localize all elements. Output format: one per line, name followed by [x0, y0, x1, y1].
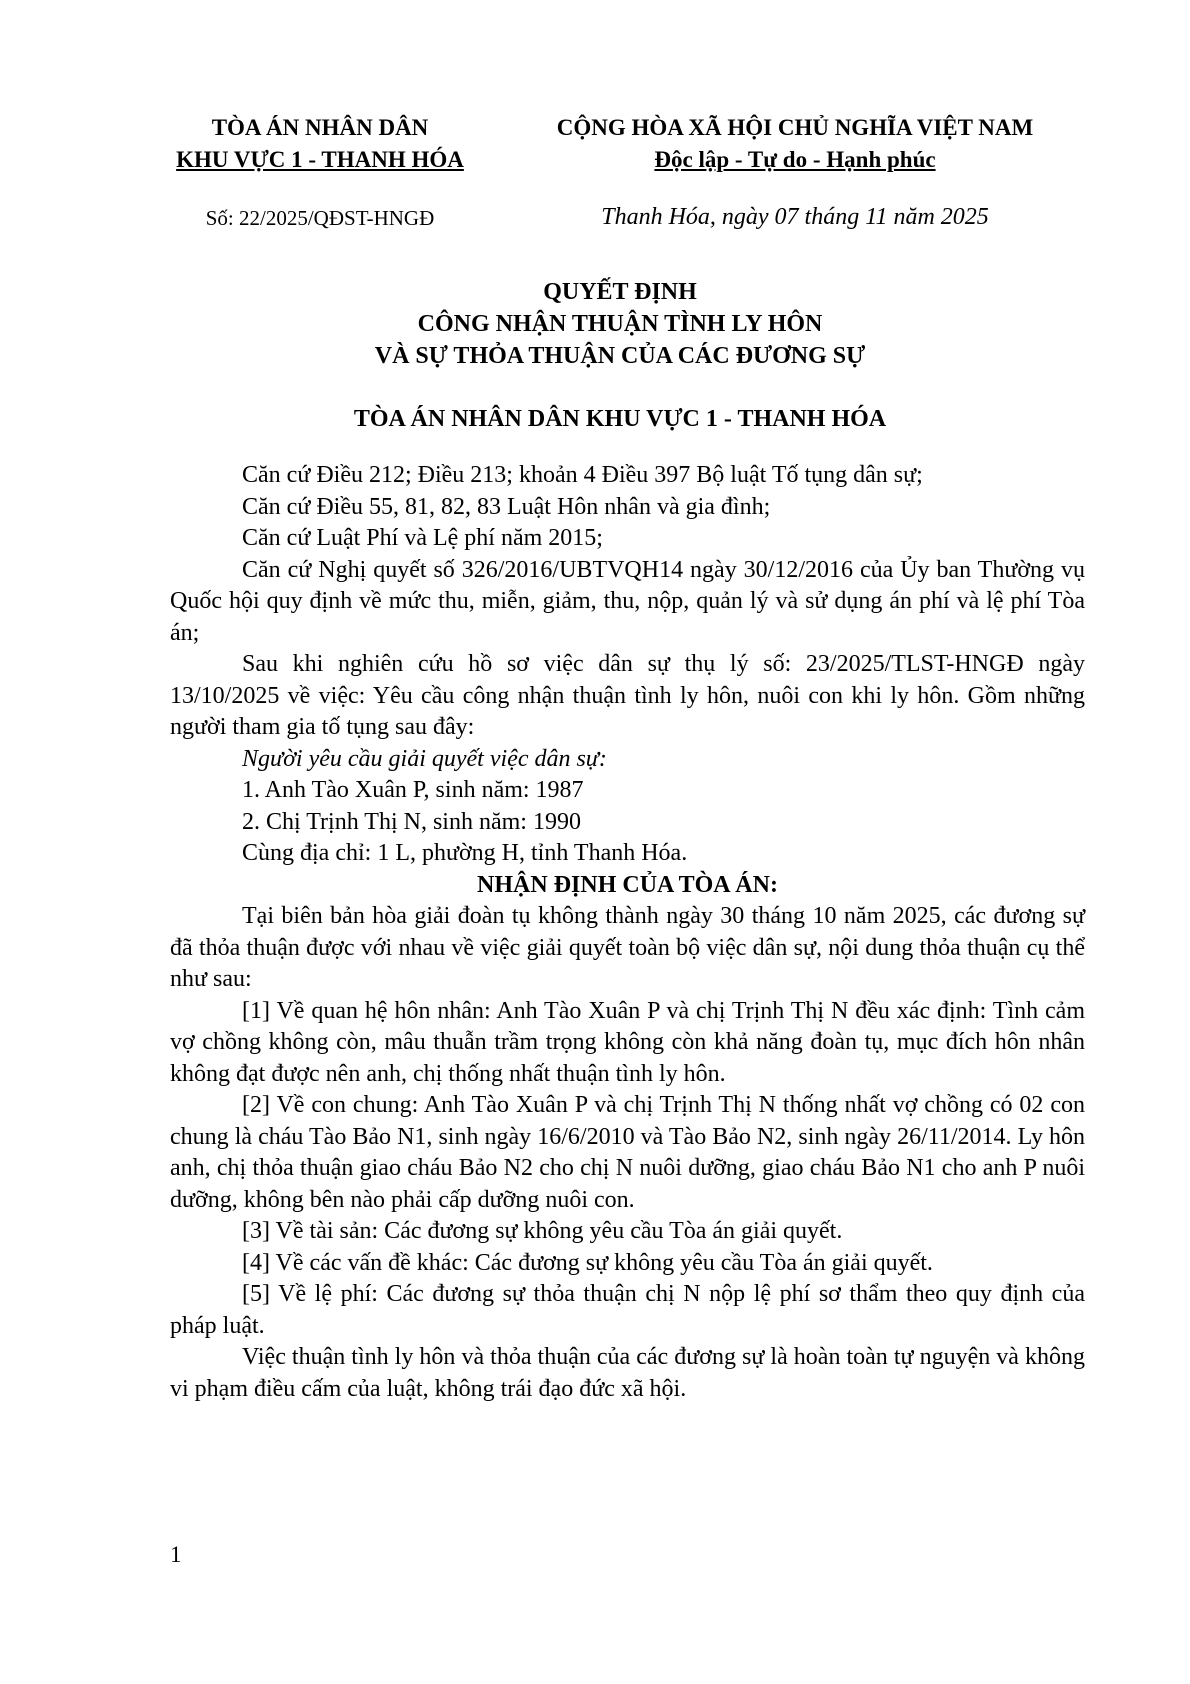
paragraph: Căn cứ Luật Phí và Lệ phí năm 2015;: [242, 525, 603, 551]
court-line-2: KHU VỰC 1 - THANH HÓA: [176, 147, 464, 172]
decision-number: Số: 22/2025/QĐST-HNGĐ: [205, 206, 435, 230]
paragraph: Tại biên bản hòa giải đoàn tụ không thành ngày 30 tháng 10 năm 2025, các đương sự đã thỏa thuận được với nhau về việc giải quyết toàn bộ việc dân sự, nội dung thỏa thuận cụ thể như sau:: [170, 903, 1085, 992]
nation-line-2: Độc lập - Tự do - Hạnh phúc: [654, 147, 936, 172]
title-line-3: VÀ SỰ THỎA THUẬN CỦA CÁC ĐƯƠNG SỰ: [374, 343, 866, 369]
paragraph: Sau khi nghiên cứu hồ sơ việc dân sự thụ lý số: 23/2025/TLST-HNGĐ ngày 13/10/2025 về việc: Yêu cầu công nhận thuận tình ly hôn, nuôi con khi ly hôn. Gồm những người tham gia tố tụng sau đây:: [170, 651, 1085, 740]
court-name-heading: TÒA ÁN NHÂN DÂN KHU VỰC 1 - THANH HÓA: [353, 406, 887, 432]
paragraph-petitioners-label: Người yêu cầu giải quyết việc dân sự:: [242, 745, 607, 772]
decision-body: [170, 460, 1085, 1405]
document-header: [150, 112, 1090, 252]
paragraph: Cùng địa chỉ: 1 L, phường H, tỉnh Thanh Hóa.: [242, 840, 688, 866]
paragraph: Căn cứ Điều 212; Điều 213; khoản 4 Điều 397 Bộ luật Tố tụng dân sự;: [242, 462, 923, 488]
paragraph: [3] Về tài sản: Các đương sự không yêu cầu Tòa án giải quyết.: [242, 1218, 843, 1244]
decision-title: [150, 276, 1090, 372]
court-line-1: TÒA ÁN NHÂN DÂN: [211, 115, 429, 140]
page-number: 1: [170, 1542, 182, 1567]
nation-line-1: CỘNG HÒA XÃ HỘI CHỦ NGHĨA VIỆT NAM: [556, 115, 1034, 140]
paragraph: [1] Về quan hệ hôn nhân: Anh Tào Xuân P và chị Trịnh Thị N đều xác định: Tình cảm vợ chồng không còn, mâu thuẫn trầm trọng không còn khả năng đoàn tụ, mục đích hôn nhân không đạt được nên anh, chị thống nhất thuận tình ly hôn.: [170, 997, 1085, 1087]
paragraph: [2] Về con chung: Anh Tào Xuân P và chị Trịnh Thị N thống nhất vợ chồng có 02 con chung là cháu Tào Bảo N1, sinh ngày 16/6/2010 và Tào Bảo N2, sinh ngày 26/11/2014. Ly hôn anh, chị thỏa thuận giao cháu Bảo N2 cho chị N nuôi dưỡng, giao cháu Bảo N1 cho anh P nuôi dưỡng, không bên nào phải cấp dưỡng nuôi con.: [170, 1092, 1085, 1213]
issuing-court: [150, 112, 490, 176]
paragraph: 2. Chị Trịnh Thị N, sinh năm: 1990: [242, 808, 581, 835]
paragraph: 1. Anh Tào Xuân P, sinh năm: 1987: [242, 777, 584, 803]
national-motto: [500, 112, 1090, 176]
paragraph: Căn cứ Nghị quyết số 326/2016/UBTVQH14 ngày 30/12/2016 của Ủy ban Thường vụ Quốc hội quy định về mức thu, miễn, giảm, thu, nộp, quản lý và sử dụng án phí và lệ phí Tòa án;: [170, 556, 1085, 646]
paragraph: Căn cứ Điều 55, 81, 82, 83 Luật Hôn nhân và gia đình;: [242, 493, 771, 520]
paragraph: [4] Về các vấn đề khác: Các đương sự không yêu cầu Tòa án giải quyết.: [242, 1249, 933, 1276]
title-line-1: QUYẾT ĐỊNH: [543, 279, 697, 305]
paragraph: [5] Về lệ phí: Các đương sự thỏa thuận chị N nộp lệ phí sơ thẩm theo quy định của pháp luật.: [170, 1281, 1085, 1339]
paragraph: Việc thuận tình ly hôn và thỏa thuận của các đương sự là hoàn toàn tự nguyện và không vi phạm điều cấm của luật, không trái đạo đức xã hội.: [170, 1344, 1085, 1402]
decision-date: Thanh Hóa, ngày 07 tháng 11 năm 2025: [601, 204, 989, 230]
section-heading: NHẬN ĐỊNH CỦA TÒA ÁN:: [477, 871, 778, 898]
title-line-2: CÔNG NHẬN THUẬN TÌNH LY HÔN: [417, 311, 823, 337]
